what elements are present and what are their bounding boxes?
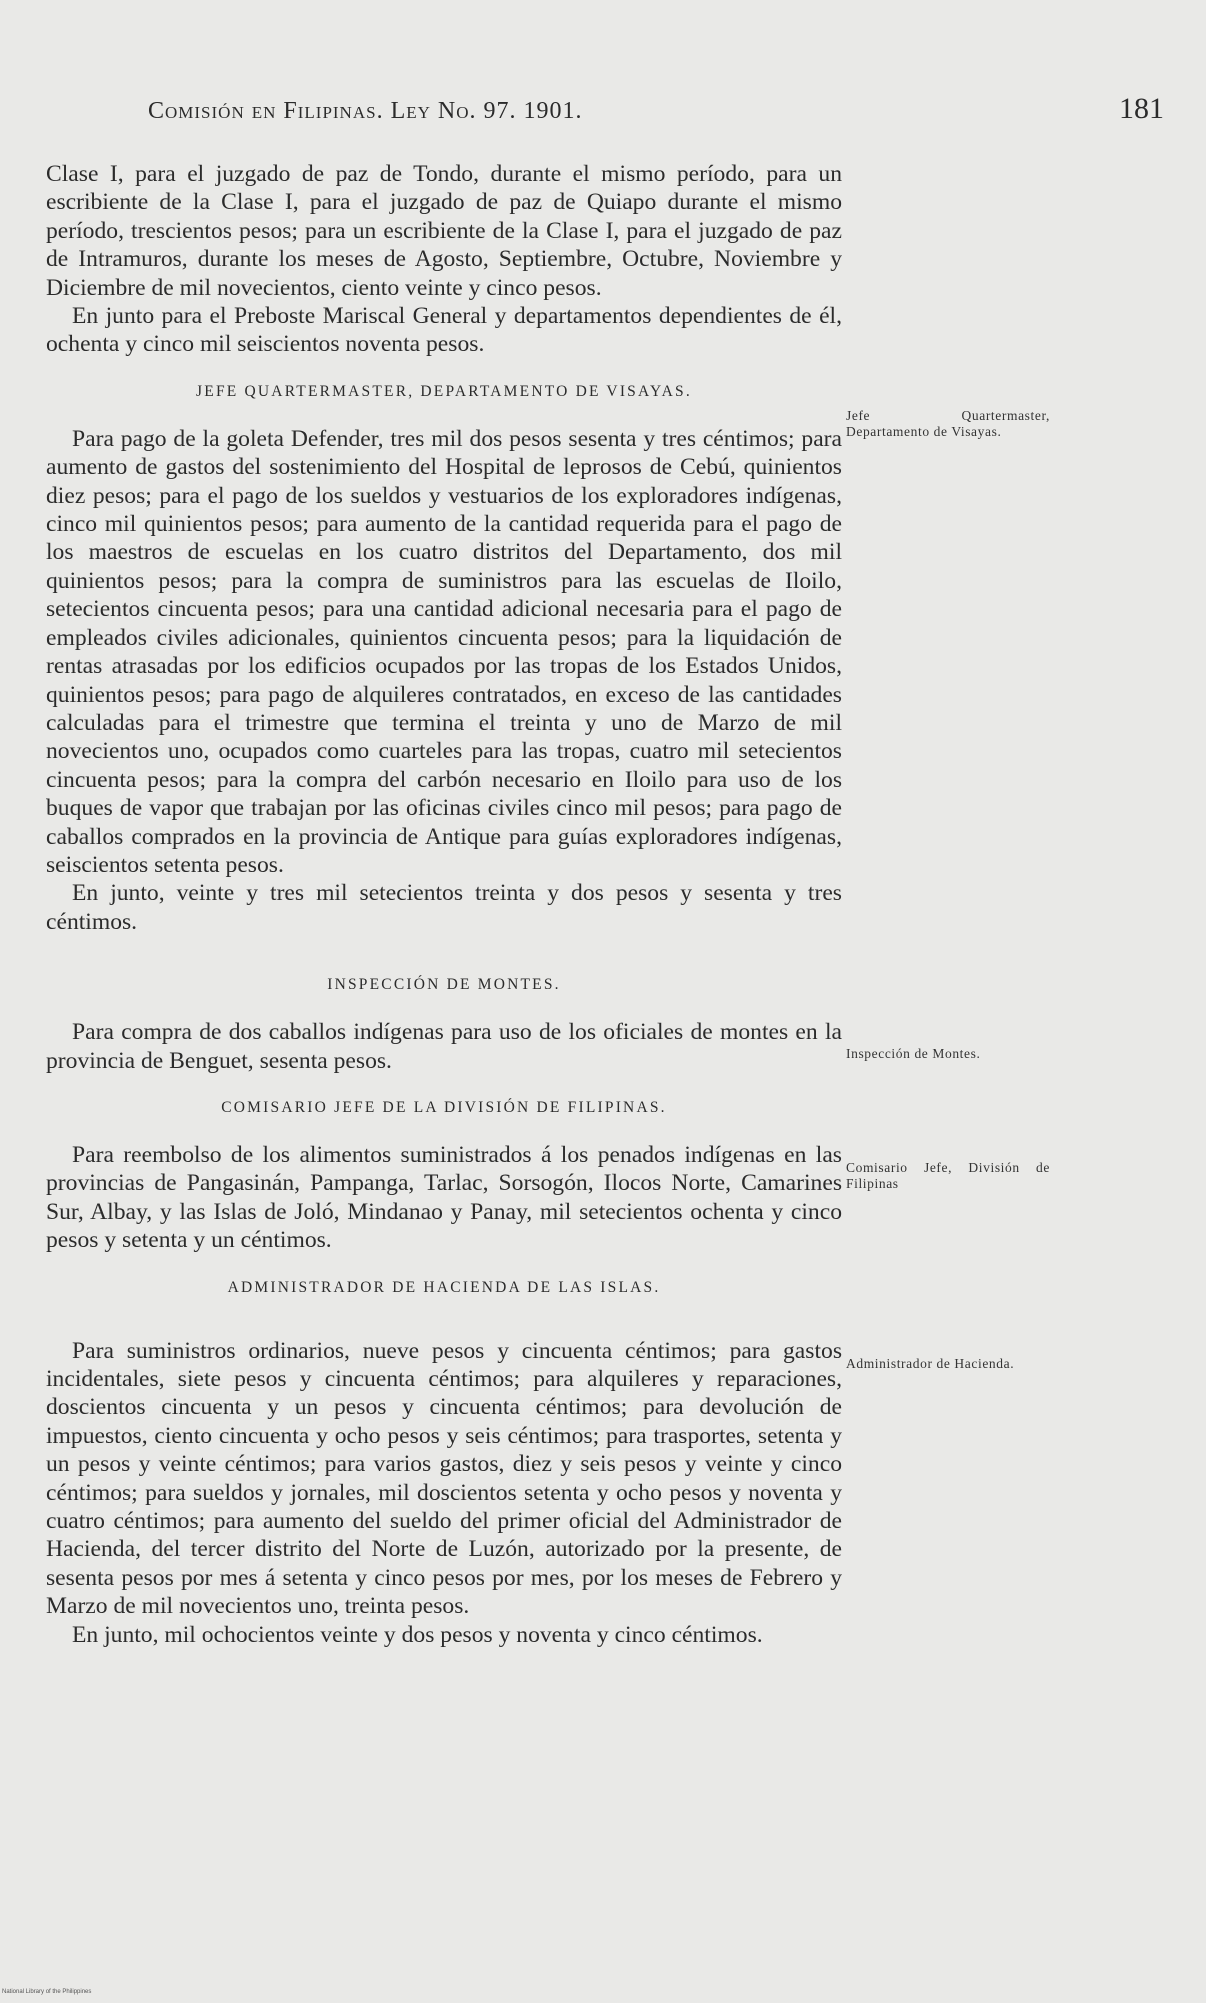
paragraph-preboste-continuation: Clase I, para el juzgado de paz de Tondo, durante el mismo período, para un escribiente de la Clase I, para el juzgado de paz de Quiapo durante el mismo período, trescientos pesos; para un escribiente de la Clase I, para el juzgado de paz de Intramuros, durante los meses de Agosto, Septiembre, Octubre, Noviembre y Diciembre de mil novecientos, ciento veinte y cinco pesos. — [46, 161, 842, 301]
paragraph-preboste-total: En junto para el Preboste Mariscal General y departamentos dependientes de él, ochenta y cinco mil seiscientos noventa pesos. — [46, 303, 842, 358]
main-text — [46, 160, 842, 1649]
heading-administrador-hacienda: ADMINISTRADOR DE HACIENDA DE LAS ISLAS. — [227, 1278, 661, 1296]
heading-jefe-quartermaster: JEFE QUARTERMASTER, DEPARTAMENTO DE VISAYAS. — [196, 382, 692, 400]
heading-comisario-jefe: COMISARIO JEFE DE LA DIVISIÓN DE FILIPINAS. — [221, 1098, 667, 1116]
running-title: Comisión en Filipinas. Ley No. 97. 1901. — [148, 98, 583, 124]
library-footer: National Library of the Philippines — [2, 1989, 92, 1995]
paragraph-montes-items: Para compra de dos caballos indígenas para uso de los oficiales de montes en la provincia de Benguet, sesenta pesos. — [46, 1019, 842, 1074]
paragraph-comisario-items: Para reembolso de los alimentos suministrados á los penados indígenas en las provincias de Pangasinán, Pampanga, Tarlac, Sorsogón, Ilocos Norte, Camarines Sur, Albay, y las Islas de Joló, Mindanao y Panay, mil setecientos ochenta y cinco pesos y setenta y un céntimos. — [46, 1141, 842, 1254]
page-number: 181 — [1119, 92, 1164, 125]
page-header — [148, 92, 1164, 138]
paragraph-quartermaster-total: En junto, veinte y tres mil setecientos treinta y dos pesos y sesenta y tres céntimos. — [46, 880, 842, 935]
margin-note-montes: Inspección de Montes. — [846, 1046, 981, 1061]
paragraph-hacienda-total: En junto, mil ochocientos veinte y dos pesos y noventa y cinco céntimos. — [72, 1621, 763, 1648]
paragraph-quartermaster-items: Para pago de la goleta Defender, tres mil dos pesos sesenta y tres céntimos; para aumento de gastos del sostenimiento del Hospital de leprosos de Cebú, quinientos diez pesos; para el pago de los sueldos y vestuarios de los exploradores indígenas, cinco mil quinientos pesos; para aumento de la cantidad requerida para el pago de los maestros de escuelas en los cuatro distritos del Departamento, dos mil quinientos pesos; para la compra de suministros para las escuelas de Iloilo, setecientos cincuenta pesos; para una cantidad adicional necesaria para el pago de empleados civiles adicionales, quinientos cincuenta pesos; para la liquidación de rentas atrasadas por los edificios ocupados por las tropas de los Estados Unidos, quinientos pesos; para pago de alquileres contratados, en exceso de las cantidades calculadas para el trimestre que termina el treinta y uno de Marzo de mil novecientos uno, ocupados como cuarteles para las tropas, cuatro mil setecientos cincuenta pesos; para la compra del carbón necesario en Iloilo para uso de los buques de vapor que trabajan por las oficinas civiles cinco mil pesos; para pago de caballos comprados en la provincia de Antique para guías exploradores indígenas, seiscientos setenta pesos. — [46, 425, 842, 878]
paragraph-hacienda-items: Para suministros ordinarios, nueve pesos y cincuenta céntimos; para gastos incidentales, siete pesos y cincuenta céntimos; para alquileres y reparaciones, doscientos cincuenta y un pesos y cincuenta céntimos; para devolución de impuestos, ciento cincuenta y ocho pesos y seis céntimos; para trasportes, setenta y un pesos y veinte céntimos; para varios gastos, diez y seis pesos y veinte y cinco céntimos; para sueldos y jornales, mil doscientos setenta y ocho pesos y noventa y cuatro céntimos; para aumento del sueldo del primer oficial del Administrador de Hacienda, del tercer distrito del Norte de Luzón, autorizado por la presente, de sesenta pesos por mes á setenta y cinco pesos por mes, por los meses de Febrero y Marzo de mil novecientos uno, treinta pesos. — [46, 1337, 842, 1620]
margin-note-comisario: Comisario Jefe, División de Filipinas — [846, 1160, 1050, 1191]
margin-note-quartermaster: Jefe Quartermaster, Departamento de Visayas. — [846, 408, 1050, 439]
margin-note-hacienda: Administrador de Hacienda. — [846, 1356, 1015, 1371]
heading-inspeccion-montes: INSPECCIÓN DE MONTES. — [327, 976, 561, 994]
